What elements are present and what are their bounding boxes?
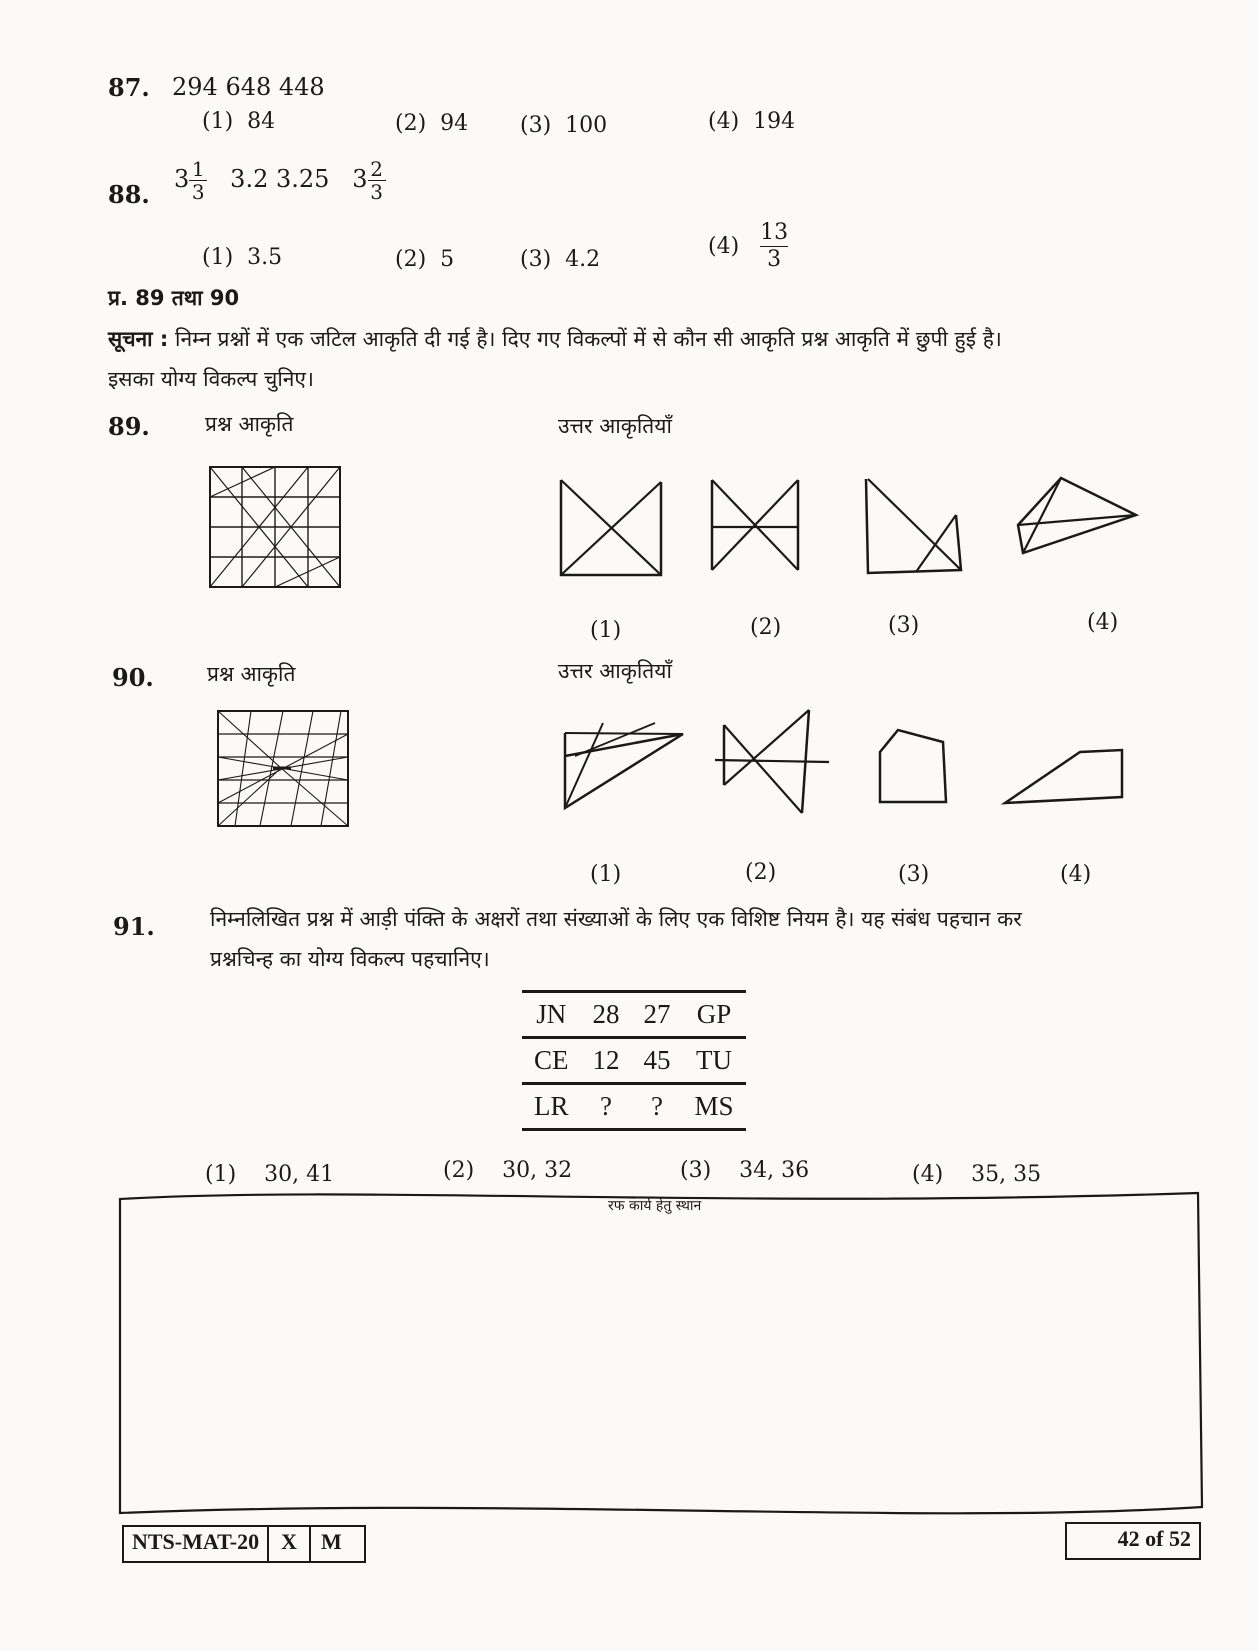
- q88-option-2: (2) 5: [395, 247, 455, 272]
- table-cell: ?: [651, 1091, 663, 1121]
- table-cell: GP: [696, 999, 732, 1029]
- q91-table: [522, 990, 746, 1131]
- q90-option-1-figure: [555, 718, 690, 818]
- q89-option-1-label: (1): [590, 618, 622, 643]
- q89-option-2-label: (2): [750, 615, 782, 640]
- q87-option-3: (3) 100: [520, 113, 608, 138]
- q91-option-3: (3) 34, 36: [680, 1158, 810, 1183]
- question-89-number: 89.: [108, 412, 150, 441]
- q89-option-3-label: (3): [888, 613, 920, 638]
- q91-option-1: (1) 30, 41: [205, 1162, 335, 1187]
- footer-code-box: [122, 1525, 366, 1563]
- instruction-line-2: इसका योग्य विकल्प चुनिए।: [108, 367, 314, 391]
- q89-option-3-figure: [858, 473, 978, 583]
- q87-option-1: (1) 84: [202, 109, 276, 134]
- table-cell: ?: [600, 1091, 612, 1121]
- q87-option-4: (4) 194: [708, 109, 796, 134]
- q89-question-label: प्रश्न आकृति: [205, 412, 294, 436]
- q90-question-figure: [213, 706, 353, 834]
- q88-option-4: (4) $\frac{13}{3}$: [708, 220, 789, 272]
- table-cell: 28: [592, 999, 620, 1029]
- q91-option-2: (2) 30, 32: [443, 1158, 573, 1183]
- q91-text-line-2: प्रश्नचिन्ह का योग्य विकल्प पहचानिए।: [210, 947, 490, 971]
- table-cell: LR: [534, 1091, 569, 1121]
- q91-text-line-1: निम्नलिखित प्रश्न में आड़ी पंक्ति के अक्षरों तथा संख्याओं के लिए एक विशिष्ट नियम है। यह संबंध पहचान कर: [210, 907, 1022, 931]
- table-row: [522, 1084, 746, 1130]
- q90-option-4-label: (4): [1060, 862, 1092, 887]
- q91-option-4: (4) 35, 35: [912, 1162, 1042, 1187]
- footer-code: NTS-MAT-20: [124, 1527, 269, 1561]
- table-cell: JN: [536, 999, 567, 1029]
- q90-option-2-figure: [712, 705, 832, 817]
- rough-work-label: रफ कार्य हेतु स्थान: [608, 1198, 702, 1214]
- table-row: [522, 1038, 746, 1084]
- q90-question-label: प्रश्न आकृति: [207, 662, 296, 686]
- question-88-number: 88.: [108, 180, 150, 209]
- question-90-number: 90.: [112, 663, 154, 692]
- question-87-number: 87.: [108, 73, 150, 102]
- q89-option-2-figure: [702, 470, 812, 580]
- table-cell: 12: [592, 1045, 620, 1075]
- q90-answer-label: उत्तर आकृतियाँ: [558, 659, 672, 683]
- q89-question-figure: [205, 462, 347, 594]
- q89-option-4-figure: [1008, 468, 1148, 568]
- page-number-box: [1065, 1522, 1201, 1560]
- section-heading: प्र. 89 तथा 90: [108, 286, 240, 310]
- q89-answer-label: उत्तर आकृतियाँ: [558, 414, 672, 438]
- table-cell: 27: [643, 999, 671, 1029]
- q90-option-3-figure: [868, 722, 958, 810]
- q88-option-3: (3) 4.2: [520, 247, 601, 272]
- question-88-series: 3 $\frac{1}{3}$ 3.2 3.25 3 $\frac{2}{3}$: [174, 158, 386, 203]
- q87-option-2: (2) 94: [395, 111, 469, 136]
- q90-option-3-label: (3): [898, 862, 930, 887]
- table-row: [522, 992, 746, 1038]
- table-cell: CE: [534, 1045, 569, 1075]
- question-91-number: 91.: [113, 912, 155, 941]
- page-number: 42 of 52: [1117, 1526, 1191, 1551]
- question-87-series: 294 648 448: [172, 73, 325, 101]
- q90-option-4-figure: [1000, 745, 1132, 810]
- footer-m: M: [321, 1529, 342, 1554]
- table-cell: MS: [694, 1091, 734, 1121]
- footer-x: X: [269, 1527, 311, 1561]
- q89-option-1-figure: [555, 475, 680, 585]
- q90-option-1-label: (1): [590, 862, 622, 887]
- rough-work-box: [118, 1187, 1204, 1527]
- table-cell: 45: [643, 1045, 671, 1075]
- instruction-line-1: सूचना : निम्न प्रश्नों में एक जटिल आकृति दी गई है। दिए गए विकल्पों में से कौन सी आकृति प्रश्न आकृति में छुपी हुई है।: [108, 327, 1002, 351]
- table-cell: TU: [696, 1045, 733, 1075]
- q89-option-4-label: (4): [1087, 610, 1119, 635]
- q88-option-1: (1) 3.5: [202, 245, 283, 270]
- q90-option-2-label: (2): [745, 860, 777, 885]
